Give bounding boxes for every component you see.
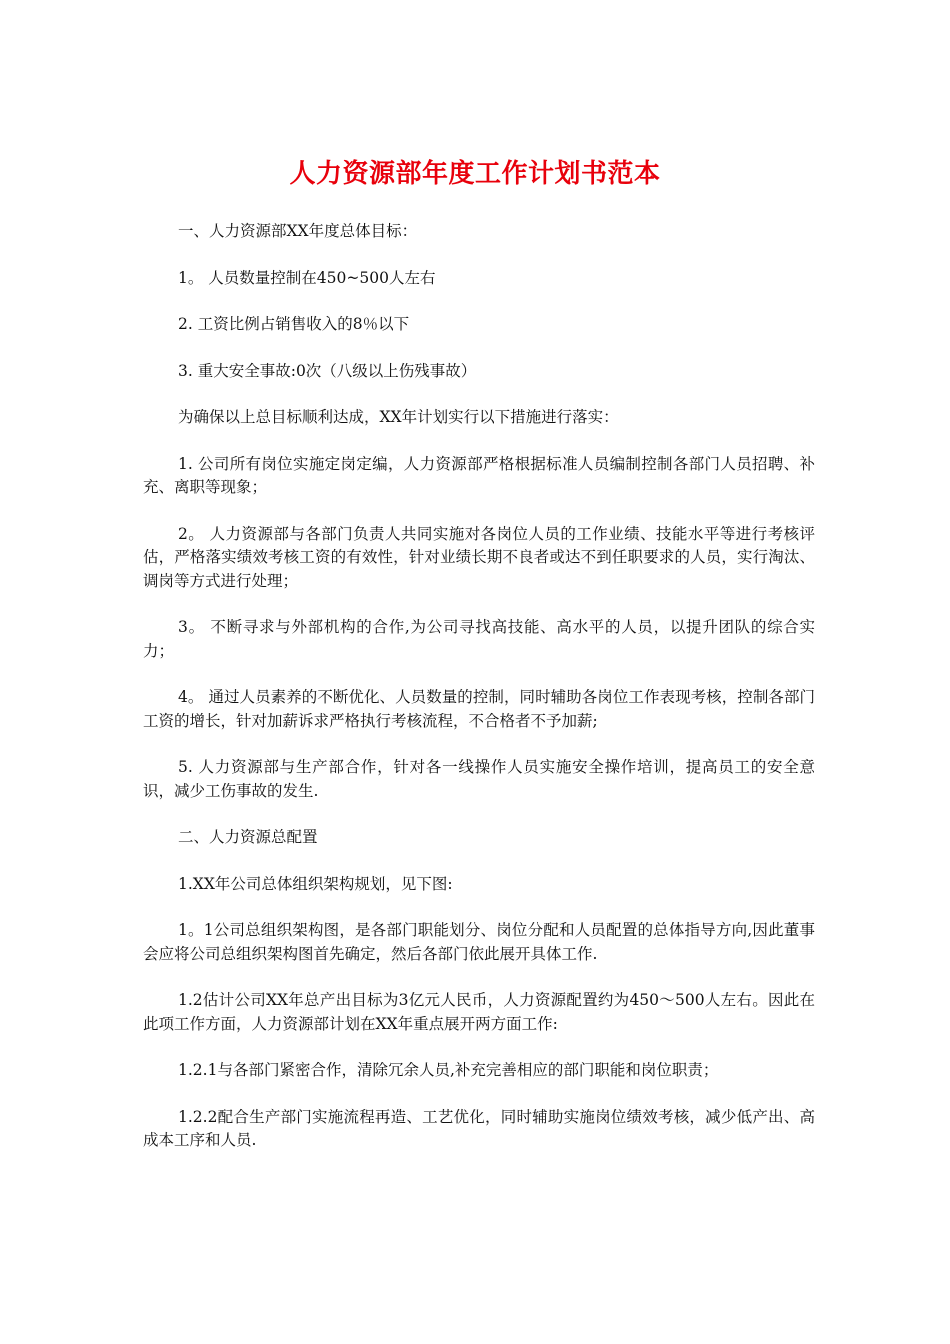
allocation-item-1-1: 1。1公司总组织架构图，是各部门职能划分、岗位分配和人员配置的总体指导方向,因此董事会应将公司总组织架构图首先确定，然后各部门依此展开具体工作.	[143, 921, 815, 963]
measure-item-3: 3。 不断寻求与外部机构的合作,为公司寻找高技能、高水平的人员，以提升团队的综合实力；	[143, 618, 815, 660]
document-title: 人力资源部年度工作计划书范本	[289, 159, 661, 189]
goal-item-safety: 3. 重大安全事故:0次（八级以上伤残事故）	[178, 361, 477, 380]
measure-item-2: 2。 人力资源部与各部门负责人共同实施对各岗位人员的工作业绩、技能水平等进行考核评估，严格落实绩效考核工资的有效性，针对业绩长期不良者或达不到任职要求的人员，实行淘汰、调岗等方式进行处理；	[143, 524, 815, 590]
section-heading-goals: 一、人力资源部XX年度总体目标：	[178, 222, 418, 240]
allocation-item-1-2-1: 1.2.1与各部门紧密合作，清除冗余人员,补充完善相应的部门职能和岗位职责；	[178, 1061, 719, 1079]
goal-item-headcount: 1。 人员数量控制在450~500人左右	[178, 268, 436, 287]
measures-intro: 为确保以上总目标顺利达成，XX年计划实行以下措施进行落实：	[178, 408, 619, 426]
allocation-item-1-2: 1.2估计公司XX年总产出目标为3亿元人民币，人力资源配置约为450～500人左右。因此在此项工作方面，人力资源部计划在XX年重点展开两方面工作:	[143, 991, 815, 1033]
measure-item-5: 5. 人力资源部与生产部合作，针对各一线操作人员实施安全操作培训，提高员工的安全意识，减少工伤事故的发生.	[143, 758, 815, 800]
measure-item-4: 4。 通过人员素养的不断优化、人员数量的控制，同时辅助各岗位工作表现考核，控制各部门工资的增长，针对加薪诉求严格执行考核流程，不合格者不予加薪;	[143, 688, 815, 730]
allocation-item-1-2-2: 1.2.2配合生产部门实施流程再造、工艺优化，同时辅助实施岗位绩效考核，减少低产出、高成本工序和人员.	[143, 1107, 815, 1149]
allocation-item-1: 1.XX年公司总体组织架构规划，见下图:	[178, 874, 453, 893]
goal-item-wage-ratio: 2. 工资比例占销售收入的8％以下	[178, 315, 410, 333]
document-body	[143, 220, 815, 1176]
measure-item-1: 1. 公司所有岗位实施定岗定编，人力资源部严格根据标准人员编制控制各部门人员招聘、补充、离职等现象；	[143, 454, 815, 496]
section-heading-allocation: 二、人力资源总配置	[178, 828, 318, 846]
